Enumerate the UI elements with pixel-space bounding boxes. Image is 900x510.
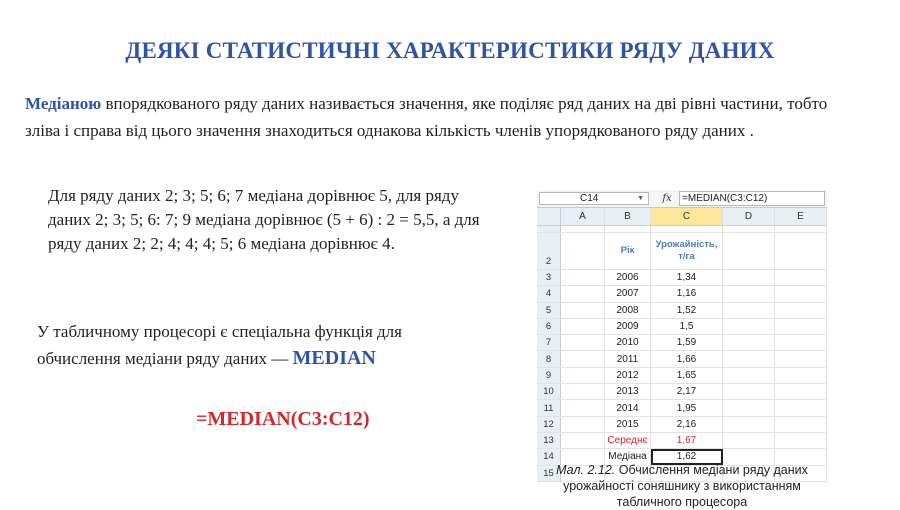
cell-a: [561, 384, 605, 399]
cell-e: [775, 417, 827, 432]
row-header: 10: [537, 384, 561, 399]
cell-d: [723, 270, 775, 285]
median-term: Медіаною: [25, 94, 102, 113]
row-header: 14: [537, 449, 561, 464]
table-row: [537, 303, 827, 319]
caption-label: Мал. 2.12.: [556, 463, 616, 477]
average-row: [537, 433, 827, 449]
cell-e: [775, 351, 827, 366]
function-name: MEDIAN: [292, 347, 376, 369]
year-cell: 2014: [605, 400, 651, 415]
cell-e: [775, 286, 827, 301]
row-header: 2: [537, 233, 561, 269]
year-cell: 2008: [605, 303, 651, 318]
row-header: 5: [537, 303, 561, 318]
average-label: Середнє: [605, 433, 651, 448]
row-header: 11: [537, 400, 561, 415]
cell-d: [723, 417, 775, 432]
yield-cell: 1,16: [651, 286, 723, 301]
cell-a: [561, 319, 605, 334]
table-header-row: [537, 233, 827, 270]
table-row: [537, 226, 827, 233]
fx-icon: fx: [662, 193, 672, 204]
cell-d: [723, 335, 775, 350]
table-row: [537, 384, 827, 400]
table-row: [537, 286, 827, 302]
row-header: [537, 226, 561, 232]
row-header: 6: [537, 319, 561, 334]
cell-a: [561, 286, 605, 301]
sheet-grid: [537, 208, 827, 482]
cell-d: [723, 400, 775, 415]
yield-cell: 1,5: [651, 319, 723, 334]
yield-cell: 1,95: [651, 400, 723, 415]
year-cell: 2012: [605, 368, 651, 383]
year-cell: 2009: [605, 319, 651, 334]
table-row: [537, 319, 827, 335]
yield-header: Урожайність, т/га: [651, 233, 723, 269]
year-cell: 2007: [605, 286, 651, 301]
corner-cell: [537, 208, 561, 225]
caption-text: Обчислення медіани ряду даних урожайності соняшнику з використанням табличного процесора: [563, 463, 808, 509]
function-paragraph: [37, 318, 477, 372]
year-cell: 2006: [605, 270, 651, 285]
yield-cell: 1,34: [651, 270, 723, 285]
row-header: 12: [537, 417, 561, 432]
table-row: [537, 335, 827, 351]
page-title: ДЕЯКІ СТАТИСТИЧНІ ХАРАКТЕРИСТИКИ РЯДУ ДАНИХ: [125, 38, 775, 63]
column-header-b: B: [605, 208, 651, 225]
cell-e: [775, 270, 827, 285]
median-value-cell: 1,62: [651, 449, 723, 464]
row-header: 15: [537, 466, 561, 481]
cell-d: [723, 351, 775, 366]
year-header: Рік: [605, 233, 651, 269]
column-header-d: D: [723, 208, 775, 225]
median-label: Медіана: [605, 449, 651, 464]
cell-a: [561, 368, 605, 383]
cell-e: [775, 384, 827, 399]
year-cell: 2013: [605, 384, 651, 399]
yield-cell: 2,17: [651, 384, 723, 399]
yield-cell: 1,66: [651, 351, 723, 366]
cell-e: [775, 303, 827, 318]
column-header-row: [537, 208, 827, 226]
cell-d: [723, 368, 775, 383]
column-header-c: C: [651, 208, 723, 225]
cell-d: [723, 384, 775, 399]
row-header: 7: [537, 335, 561, 350]
year-cell: 2011: [605, 351, 651, 366]
cell-a: [561, 270, 605, 285]
row-header: 3: [537, 270, 561, 285]
cell-d: [723, 303, 775, 318]
definition-paragraph: [25, 90, 865, 144]
row-header: 13: [537, 433, 561, 448]
row-header: 8: [537, 351, 561, 366]
name-box: [539, 192, 649, 205]
table-row: [537, 351, 827, 367]
table-row: [537, 368, 827, 384]
figure-caption: [532, 462, 832, 510]
year-cell: 2010: [605, 335, 651, 350]
table-row: [537, 400, 827, 416]
cell-a: [561, 303, 605, 318]
table-row: [537, 417, 827, 433]
example-paragraph: Для ряду даних 2; 3; 5; 6; 7 медіана дорівнює 5, для ряду даних 2; 3; 5; 6: 7; 9 медіана дорівнює (5 + 6) : 2 = 5,5, а для ряду даних 2; 2; 4; 4; 4; 5; 6 медіана дорівнює 4.: [48, 186, 480, 253]
cell-a: [561, 351, 605, 366]
function-text: У табличному процесорі є спеціальна функція для обчислення медіани ряду даних —: [37, 322, 402, 368]
formula-bar: [537, 190, 827, 208]
yield-cell: 1,59: [651, 335, 723, 350]
cell-e: [775, 400, 827, 415]
cell-d: [723, 319, 775, 334]
row-header: 9: [537, 368, 561, 383]
yield-cell: 1,52: [651, 303, 723, 318]
definition-text: впорядкованого ряду даних називається значення, яке поділяє ряд даних на дві рівні частини, тобто зліва і справа від цього значення знаходиться однакова кількість членів упорядкованого ряду даних .: [25, 94, 828, 140]
chevron-down-icon: ▼: [637, 195, 644, 202]
year-cell: 2015: [605, 417, 651, 432]
column-header-a: A: [561, 208, 605, 225]
yield-cell: 2,16: [651, 417, 723, 432]
row-header: 4: [537, 286, 561, 301]
cell-a: [561, 417, 605, 432]
formula-bar-value: =MEDIAN(C3:C12): [679, 191, 825, 206]
formula-example: =MEDIAN(C3:C12): [196, 408, 370, 430]
cell-e: [775, 335, 827, 350]
name-box-value: C14: [580, 193, 599, 204]
yield-cell: 1,65: [651, 368, 723, 383]
cell-a: [561, 335, 605, 350]
table-row: [537, 270, 827, 286]
cell-d: [723, 286, 775, 301]
cell-e: [775, 319, 827, 334]
cell-e: [775, 368, 827, 383]
column-header-e: E: [775, 208, 827, 225]
average-value: 1,67: [651, 433, 723, 448]
cell-a: [561, 400, 605, 415]
